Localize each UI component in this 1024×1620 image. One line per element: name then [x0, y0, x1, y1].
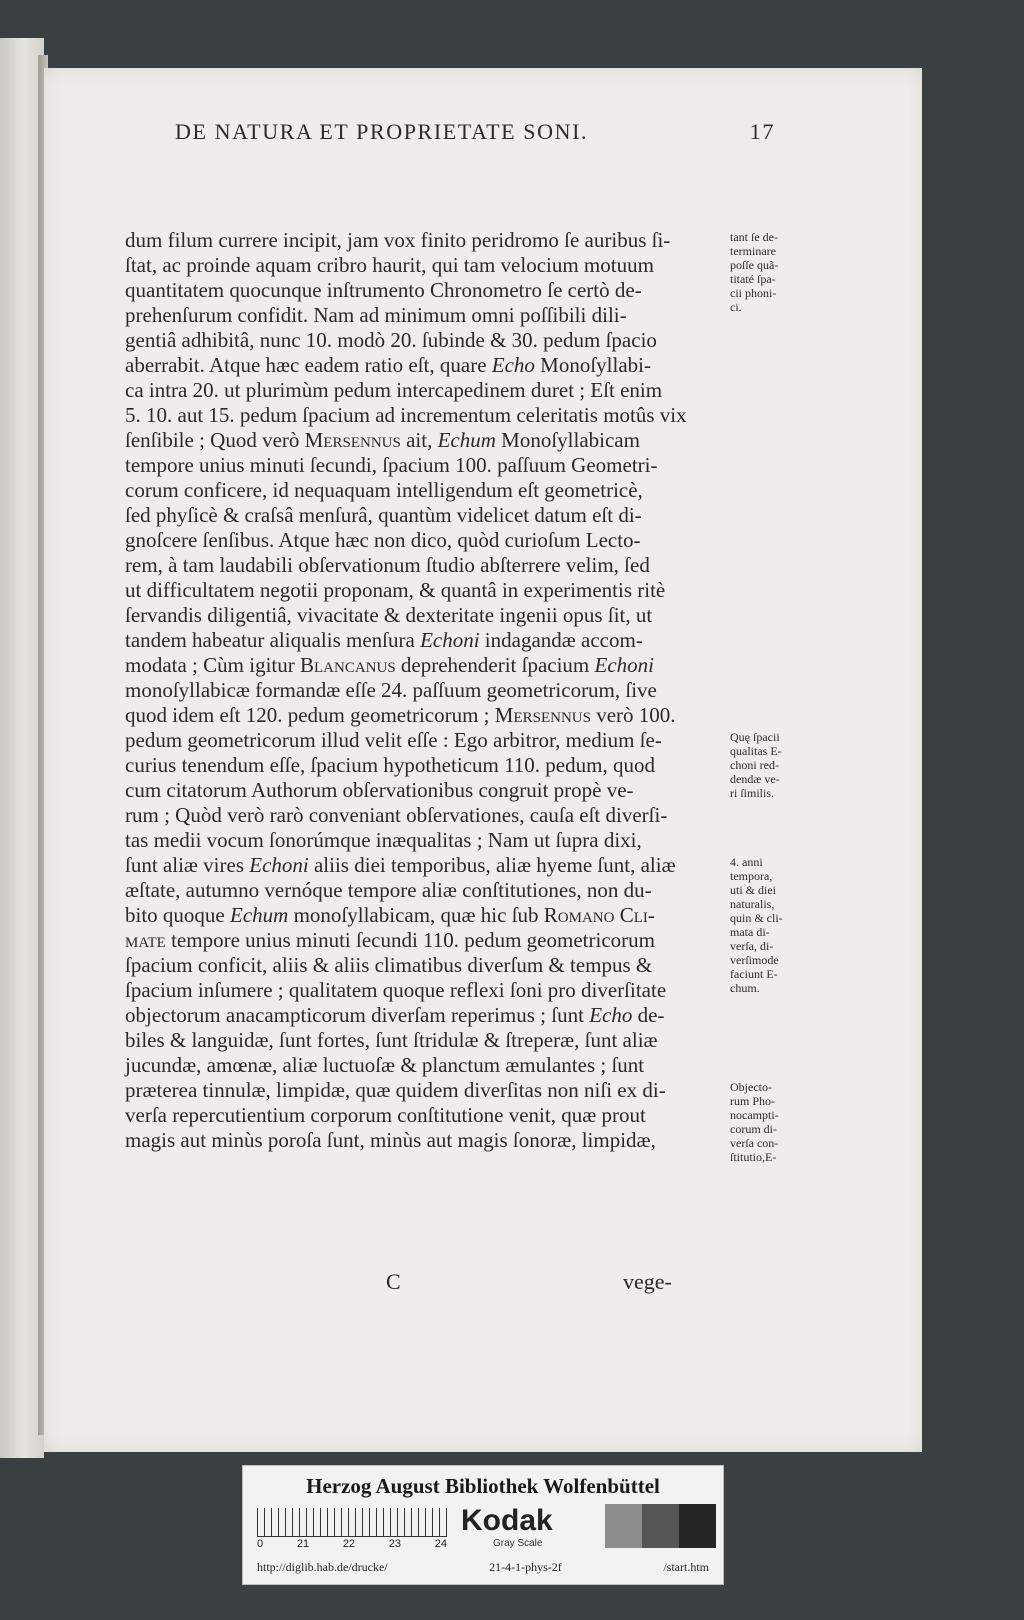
- gray-swatch: [679, 1504, 716, 1548]
- margin-note-line: uti & diei: [730, 883, 776, 897]
- text-segment: aliis diei temporibus, aliæ hyeme ſunt, aliæ: [308, 853, 676, 877]
- text-segment: verò 100.: [590, 703, 676, 727]
- ruler-number: 23: [388, 1538, 402, 1550]
- text-segment: ut difficultatem negotii proponam, & quantâ in experimentis ritè: [125, 578, 666, 602]
- library-calibration-strip: [242, 1465, 724, 1585]
- text-line: [125, 553, 770, 578]
- text-segment: ſunt aliæ vires: [125, 853, 250, 877]
- page-number: 17: [749, 119, 775, 144]
- text-segment: verſa repercutientium corporum conſtitutione venit, quæ prout: [125, 1103, 646, 1127]
- text-segment: bito quoque: [125, 903, 230, 927]
- text-segment: indagandæ accom-: [479, 628, 643, 652]
- text-segment: Echo: [589, 1003, 633, 1027]
- text-line: [125, 328, 770, 353]
- book-page: [44, 68, 922, 1452]
- url-row: [257, 1560, 709, 1575]
- text-line: [125, 378, 770, 403]
- text-segment: ait,: [400, 428, 438, 452]
- margin-note-line: verſimode: [730, 953, 779, 967]
- running-head: [175, 110, 775, 154]
- url-end[interactable]: /start.htm: [663, 1560, 709, 1574]
- text-segment: jucundæ, amœnæ, aliæ luctuoſæ & planctum æmulantes ; ſunt: [125, 1053, 645, 1077]
- margin-note-line: ri ſimilis.: [730, 786, 775, 800]
- margin-note-line: faciunt E-: [730, 967, 778, 981]
- margin-note-line: nocampti-: [730, 1108, 779, 1122]
- text-segment: 5. 10. aut 15. pedum ſpacium ad incrementum celeritatis motûs vix: [125, 403, 687, 427]
- margin-note-line: chum.: [730, 981, 760, 995]
- text-segment: magis aut minùs poroſa ſunt, minùs aut magis ſonoræ, limpidæ,: [125, 1128, 656, 1152]
- text-line: [125, 1078, 770, 1103]
- grayscale-label: Gray Scale: [493, 1538, 543, 1549]
- kodak-logo: Kodak: [461, 1504, 553, 1537]
- text-segment: quantitatem quocunque inſtrumento Chronometro ſe certò de-: [125, 278, 642, 302]
- ruler-numbers: [257, 1538, 447, 1550]
- text-segment: aberrabit. Atque hæc eadem ratio eſt, quare: [125, 353, 492, 377]
- text-segment: ſervandis diligentiâ, vivacitate & dexteritate ingenii opus ſit, ut: [125, 603, 653, 627]
- text-segment: rum ; Quòd verò rarò conveniant obſervationes, cauſa eſt diverſi-: [125, 803, 668, 827]
- library-title: Herzog August Bibliothek Wolfenbüttel: [306, 1474, 660, 1498]
- text-segment: dum filum currere incipit, jam vox finito peridromo ſe auribus ſi-: [125, 228, 671, 252]
- gray-scale-swatches: [605, 1504, 716, 1548]
- text-line: [125, 253, 770, 278]
- text-segment: tandem habeatur aliqualis menſura: [125, 628, 421, 652]
- text-line: [125, 753, 770, 778]
- text-line: [125, 1003, 770, 1028]
- margin-note-line: verſa con-: [730, 1136, 779, 1150]
- signature-mark: C: [386, 1269, 401, 1294]
- body-text: [125, 228, 770, 1153]
- text-segment: Echoni: [594, 653, 654, 677]
- text-line: [125, 478, 770, 503]
- text-line: [125, 853, 770, 878]
- text-line: [125, 503, 770, 528]
- margin-note-line: corum di-: [730, 1122, 777, 1136]
- text-line: [125, 1128, 770, 1153]
- text-segment: Monoſyllabicam: [495, 428, 640, 452]
- margin-note-line: choni red-: [730, 758, 779, 772]
- text-segment: corum conficere, id nequaquam intelligendum eſt geometricè,: [125, 478, 643, 502]
- text-segment: Romano Cli-: [543, 903, 655, 927]
- margin-note-line: titaté ſpa-: [730, 272, 776, 286]
- text-segment: ſtat, ac proinde aquam cribro haurit, qui tam velocium motuum: [125, 253, 654, 277]
- text-segment: ſpacium inſumere ; qualitatem quoque reflexi ſoni pro diverſitate: [125, 978, 667, 1002]
- text-segment: gentiâ adhibitâ, nunc 10. modò 20. ſubinde & 30. pedum ſpacio: [125, 328, 657, 352]
- ruler-scale: [257, 1508, 447, 1537]
- margin-note-line: rum Pho-: [730, 1094, 775, 1108]
- text-segment: præterea tinnulæ, limpidæ, quæ quidem diverſitas non niſi ex di-: [125, 1078, 666, 1102]
- margin-note-line: Quę ſpacii: [730, 730, 780, 744]
- text-segment: de-: [632, 1003, 665, 1027]
- text-segment: monoſyllabicam, quæ hic ſub: [288, 903, 544, 927]
- margin-note-line: dendæ ve-: [730, 772, 780, 786]
- text-segment: monoſyllabicæ formandæ eſſe 24. paſſuum geometricorum, ſive: [125, 678, 657, 702]
- shelfmark: 21-4-1-phys-2f: [489, 1560, 562, 1574]
- margin-note-line: terminare: [730, 244, 776, 258]
- margin-note-line: poſſe quã-: [730, 258, 779, 272]
- text-segment: biles & languidæ, ſunt fortes, ſunt ſtridulæ & ſtreperæ, ſunt aliæ: [125, 1028, 658, 1052]
- margin-note-line: ſtitutio,E-: [730, 1150, 777, 1164]
- ruler-number: 0: [257, 1538, 264, 1550]
- margin-note-line: naturalis,: [730, 897, 775, 911]
- text-line: [125, 778, 770, 803]
- text-segment: tempore unius minuti ſecundi 110. pedum geometricorum: [165, 928, 655, 952]
- text-segment: æſtate, autumno vernóque tempore aliæ conſtitutiones, non du-: [125, 878, 652, 902]
- text-line: [125, 1103, 770, 1128]
- text-line: [125, 703, 770, 728]
- text-line: [125, 728, 770, 753]
- ruler-number: 21: [296, 1538, 310, 1550]
- text-segment: Echoni: [249, 853, 309, 877]
- text-line: [125, 303, 770, 328]
- text-line: [125, 453, 770, 478]
- margin-note-line: 4. anni: [730, 855, 763, 869]
- margin-note-line: mata di-: [730, 925, 770, 939]
- margin-note: [730, 855, 820, 995]
- margin-note-line: verſa, di-: [730, 939, 774, 953]
- gray-swatch: [642, 1504, 679, 1548]
- text-segment: pedum geometricorum illud velit eſſe : Ego arbitror, medium ſe-: [125, 728, 662, 752]
- text-line: [125, 803, 770, 828]
- text-line: [125, 228, 770, 253]
- text-segment: rem, à tam laudabili obſervationum ſtudio abſterrere velim, ſed: [125, 553, 650, 577]
- margin-note: [730, 1080, 820, 1164]
- text-line: [125, 578, 770, 603]
- margin-note-line: tempora,: [730, 869, 773, 883]
- margin-note: [730, 730, 820, 800]
- text-line: [125, 653, 770, 678]
- margin-note-line: tant ſe de-: [730, 230, 778, 244]
- text-segment: modata ; Cùm igitur: [125, 653, 300, 677]
- text-segment: ſed phyſicè & craſsâ menſurâ, quantùm videlicet datum eſt di-: [125, 503, 642, 527]
- margin-note-line: Objecto-: [730, 1080, 772, 1094]
- url-base[interactable]: http://diglib.hab.de/drucke/: [257, 1560, 388, 1574]
- text-segment: deprehenderit ſpacium: [395, 653, 595, 677]
- text-line: [125, 1028, 770, 1053]
- text-line: [125, 428, 770, 453]
- text-segment: Blancanus: [299, 653, 396, 677]
- margin-note-line: qualitas E-: [730, 744, 782, 758]
- text-line: [125, 278, 770, 303]
- text-line: [125, 353, 770, 378]
- text-segment: ca intra 20. ut plurimùm pedum intercapedinem duret ; Eſt enim: [125, 378, 663, 402]
- text-line: [125, 528, 770, 553]
- text-segment: tempore unius minuti ſecundi, ſpacium 100. paſſuum Geometri-: [125, 453, 658, 477]
- text-segment: mate: [125, 928, 166, 952]
- text-segment: prehenſurum confidit. Nam ad minimum omni poſſibili dili-: [125, 303, 627, 327]
- text-segment: Echum: [437, 428, 496, 452]
- ruler-number: 22: [342, 1538, 356, 1550]
- text-line: [125, 878, 770, 903]
- text-segment: curius tenendum eſſe, ſpacium hypotheticum 110. pedum, quod: [125, 753, 655, 777]
- text-segment: Mersennus: [304, 428, 401, 452]
- text-segment: quod idem eſt 120. pedum geometricorum ;: [125, 703, 495, 727]
- text-segment: ſenſibile ; Quod verò: [125, 428, 305, 452]
- text-line: [125, 628, 770, 653]
- text-line: [125, 1053, 770, 1078]
- ruler-number: 24: [434, 1538, 447, 1550]
- margin-note-line: cii phoni-: [730, 286, 777, 300]
- text-segment: tas medii vocum ſonorúmque inæqualitas ; Nam ut ſupra dixi,: [125, 828, 642, 852]
- text-segment: Echoni: [420, 628, 480, 652]
- text-segment: Monoſyllabi-: [534, 353, 651, 377]
- catchword: vege-: [623, 1269, 672, 1294]
- text-line: [125, 953, 770, 978]
- text-line: [125, 603, 770, 628]
- margin-note: [730, 230, 820, 314]
- text-line: [125, 828, 770, 853]
- text-segment: Echum: [230, 903, 289, 927]
- text-line: [125, 928, 770, 953]
- text-segment: Echo: [491, 353, 535, 377]
- margin-note-line: ci.: [730, 300, 742, 314]
- text-line: [125, 403, 770, 428]
- gray-swatch: [605, 1504, 642, 1548]
- text-segment: cum citatorum Authorum obſervationibus congruit propè ve-: [125, 778, 634, 802]
- text-segment: gnoſcere ſenſibus. Atque hæc non dico, quòd curioſum Lecto-: [125, 528, 641, 552]
- text-line: [125, 678, 770, 703]
- text-segment: ſpacium conficit, aliis & aliis climatibus diverſum & tempus &: [125, 953, 653, 977]
- text-line: [125, 903, 770, 928]
- running-head-title: DE NATURA ET PROPRIETATE SONI.: [175, 119, 589, 144]
- text-segment: objectorum anacampticorum diverſam reperimus ; ſunt: [125, 1003, 590, 1027]
- text-segment: Mersennus: [494, 703, 591, 727]
- text-line: [125, 978, 770, 1003]
- margin-note-line: quin & cli-: [730, 911, 783, 925]
